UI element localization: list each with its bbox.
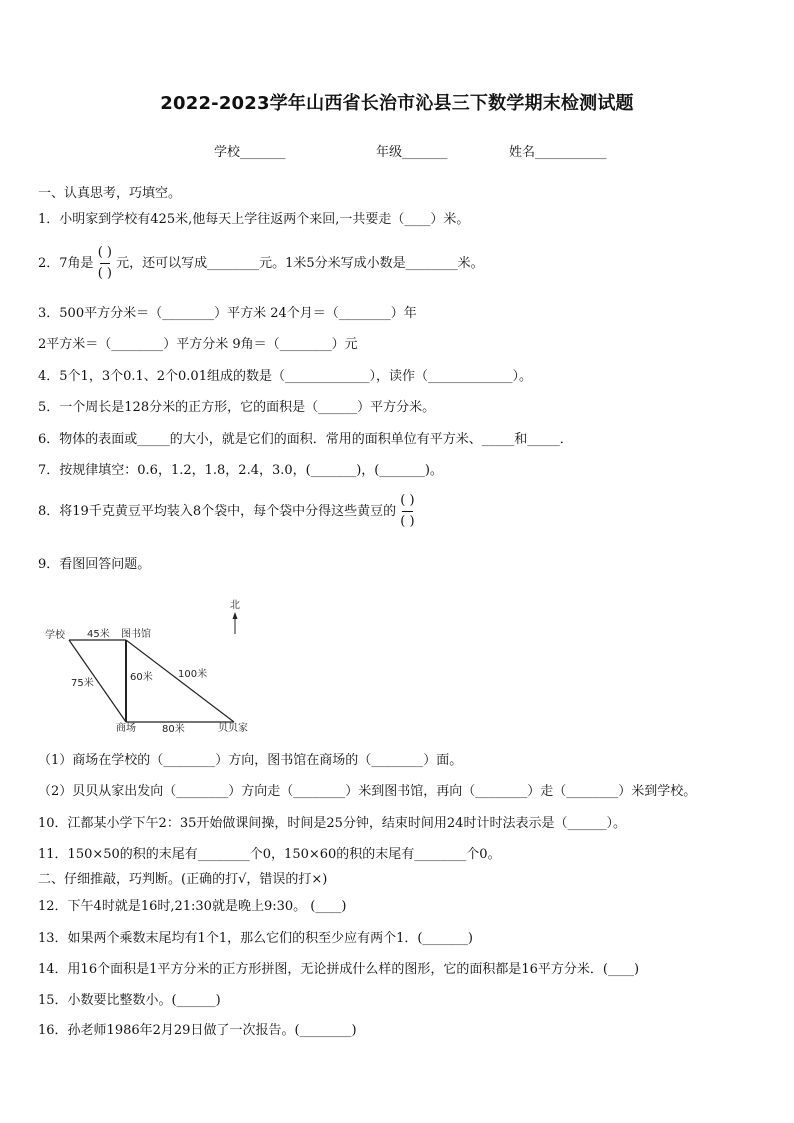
fraction-numerator: ( ) xyxy=(400,493,415,508)
question-3a: 3．500平方分米＝（________）平方米 24个月＝（________）年 xyxy=(38,306,417,321)
distance-library-home: 100米 xyxy=(178,669,208,680)
distance-market-home: 80米 xyxy=(162,724,185,735)
north-label: 北 xyxy=(230,600,240,611)
question-2-suffix: 元，还可以写成________元。1米5分米写成小数是________米。 xyxy=(116,256,484,271)
label-library: 图书馆 xyxy=(121,629,151,640)
question-2-fraction xyxy=(98,243,112,284)
label-market: 商场 xyxy=(116,723,136,734)
question-8-prefix: 8．将19千克黄豆平均装入8个袋中，每个袋中分得这些黄豆的 xyxy=(38,504,397,519)
question-16: 16．孙老师1986年2月29日做了一次报告。(________) xyxy=(38,1023,357,1038)
distance-library-market: 60米 xyxy=(130,672,153,683)
question-9: 9．看图回答问题。 xyxy=(38,557,151,572)
label-school: 学校 xyxy=(45,630,65,641)
question-7: 7．按规律填空：0.6，1.2，1.8，2.4，3.0，(_______)，(_______)。 xyxy=(38,463,443,478)
north-arrowhead-icon xyxy=(233,612,238,619)
question-14: 14．用16个面积是1平方分米的正方形拼图，无论拼成什么样的图形，它的面积都是16平方分米．(____) xyxy=(38,962,640,977)
question-2 xyxy=(38,243,484,284)
section-2-heading: 二、仔细推敲，巧判断。(正确的打√，错误的打×) xyxy=(38,872,328,887)
question-13: 13．如果两个乘数末尾均有1个1，那么它们的积至少应有两个1．(_______) xyxy=(38,931,473,946)
question-12: 12．下午4时就是16时,21:30就是晚上9:30。 (____) xyxy=(38,899,347,914)
grade-field: 年级_______ xyxy=(376,145,448,160)
question-10: 10．江都某小学下午2：35开始做课间操，时间是25分钟，结束时间用24时计时法表示是（______）。 xyxy=(38,816,626,831)
question-2-prefix: 2．7角是 xyxy=(38,256,94,271)
question-8-fraction xyxy=(400,491,414,532)
map-diagram xyxy=(44,592,284,742)
fraction-denominator: ( ) xyxy=(400,514,415,529)
fraction-denominator: ( ) xyxy=(97,266,112,281)
question-9-2: （2）贝贝从家出发向（________）方向走（________）米到图书馆，再向（________）走（________）米到学校。 xyxy=(38,784,697,799)
question-1: 1．小明家到学校有425米,他每天上学往返两个来回,一共要走（____）米。 xyxy=(38,212,470,227)
question-3b: 2平方米＝（________）平方分米 9角＝（________）元 xyxy=(38,337,358,352)
question-6: 6．物体的表面或_____的大小，就是它们的面积．常用的面积单位有平方米、_____和_____． xyxy=(38,432,573,447)
question-8 xyxy=(38,491,415,532)
question-5: 5．一个周长是128分米的正方形，它的面积是（______）平方分米。 xyxy=(38,400,436,415)
section-1-heading: 一、认真思考，巧填空。 xyxy=(38,186,182,201)
fraction-numerator: ( ) xyxy=(97,245,112,260)
question-4: 4．5个1，3个0.1、2个0.01组成的数是（_____________），读作（_____________）。 xyxy=(38,369,532,384)
page-title: 2022-2023学年山西省长治市沁县三下数学期末检测试题 xyxy=(160,93,634,114)
label-home: 贝贝家 xyxy=(218,723,248,734)
distance-school-library: 45米 xyxy=(87,629,110,640)
question-11: 11．150×50的积的末尾有________个0，150×60的积的末尾有________个0。 xyxy=(38,847,501,862)
school-field: 学校_______ xyxy=(214,145,286,160)
question-9-1: （1）商场在学校的（________）方向，图书馆在商场的（________）面。 xyxy=(38,753,463,768)
name-field: 姓名___________ xyxy=(509,145,607,160)
question-15: 15．小数要比整数小。(______) xyxy=(38,993,221,1008)
distance-school-market: 75米 xyxy=(71,678,94,689)
